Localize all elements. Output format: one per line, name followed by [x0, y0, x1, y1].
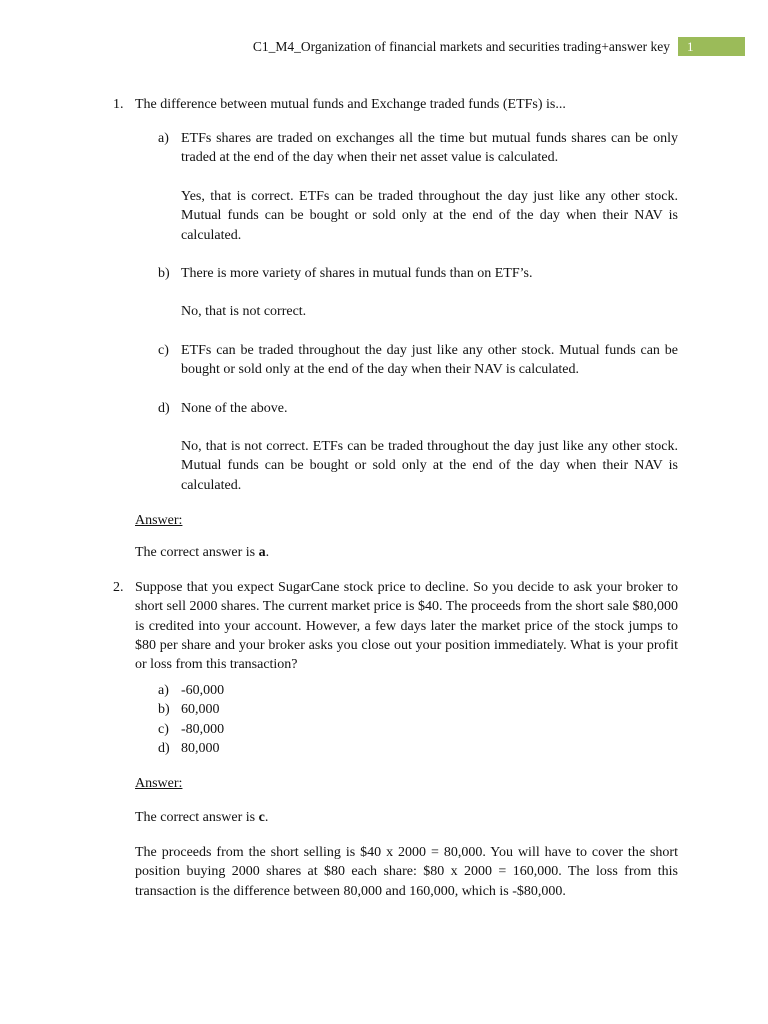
answer-prefix: The correct answer is [135, 810, 259, 825]
option-text: None of the above. [181, 401, 288, 416]
q1-option-a-feedback: Yes, that is correct. ETFs can be traded throughout the day just like any other stock. Mutual funds can be bought or sold only at the end of the day when their NAV is calculated. [181, 189, 678, 243]
q2-answer-heading: Answer: [135, 776, 183, 791]
q2-answer-line [135, 808, 678, 827]
question-text: The difference between mutual funds and Exchange traded funds (ETFs) is... [135, 97, 566, 112]
q1-answer-line [135, 543, 678, 562]
option-label: d) [158, 401, 170, 416]
option-label: b) [158, 266, 170, 281]
question-number: 2. [113, 580, 124, 595]
option-text: -80,000 [181, 722, 225, 737]
option-label: a) [158, 683, 169, 698]
answer-suffix: . [265, 545, 270, 560]
question-number: 1. [113, 97, 124, 112]
option-text: 60,000 [181, 702, 220, 717]
document-title: C1_M4_Organization of financial markets and securities trading+answer key [252, 39, 670, 54]
answer-suffix: . [264, 810, 269, 825]
option-text: ETFs can be traded throughout the day just like any other stock. Mutual funds can be bought or sold only at the end of the day when their NAV is calculated. [181, 343, 678, 378]
option-text: ETFs shares are traded on exchanges all the time but mutual funds shares can be only traded at the end of the day when their net asset value is calculated. [181, 131, 678, 166]
page-number-badge: 1 [678, 37, 745, 56]
option-label: c) [158, 343, 169, 358]
option-label: a) [158, 131, 169, 146]
answer-letter: c [258, 810, 265, 825]
q1-answer-heading: Answer: [135, 513, 183, 528]
option-label: b) [158, 702, 170, 717]
q1-option-b-feedback: No, that is not correct. [181, 304, 307, 319]
question-text: Suppose that you expect SugarCane stock price to decline. So you decide to ask your broker to short sell 2000 shares. The current market price is $40. The proceeds from the short sale $80,000 is credited into your account. However, a few days later the market price of the stock jumps to $80 per share and your broker asks you close out your position immediately. What is your profit or loss from this transaction? [135, 580, 678, 673]
answer-letter: a [258, 545, 266, 560]
q2-explanation: The proceeds from the short selling is $40 x 2000 = 80,000. You will have to cover the short position buying 2000 shares at $80 each share: $80 x 2000 = 160,000. The loss from this transaction is the difference between 80,000 and 160,000, which is -$80,000. [135, 845, 678, 899]
option-text: There is more variety of shares in mutual funds than on ETF’s. [181, 266, 533, 281]
q1-option-d-feedback: No, that is not correct. ETFs can be traded throughout the day just like any other stock. Mutual funds can be bought or sold only at the end of the day when their NAV is calculated. [181, 439, 678, 493]
option-label: c) [158, 722, 169, 737]
answer-prefix: The correct answer is [135, 545, 259, 560]
option-text: 80,000 [181, 741, 220, 756]
option-text: -60,000 [181, 683, 225, 698]
page-header [0, 37, 768, 57]
option-label: d) [158, 741, 170, 756]
